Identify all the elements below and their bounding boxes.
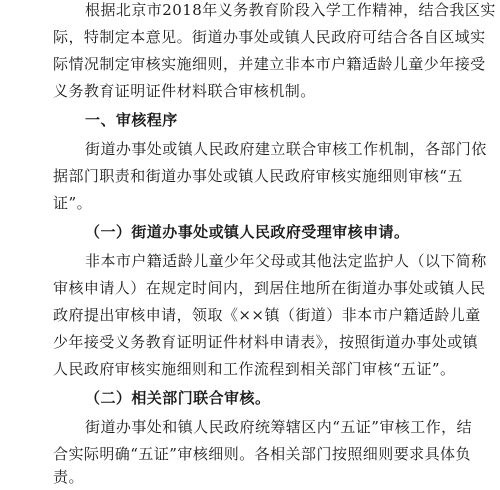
paragraph-4-line-3: 责。 xyxy=(53,468,84,486)
paragraph-1-line-1: 根据北京市2018年义务教育阶段入学工作精神，结合我区实 xyxy=(85,1,496,19)
subheading-joint-review: （二）相关部门联合审核。 xyxy=(85,389,271,407)
subheading-accept-application: （一）街道办事处或镇人民政府受理审核申请。 xyxy=(85,223,410,241)
section-heading-review-procedure: 一、审核程序 xyxy=(85,111,178,129)
paragraph-3-line-3: 政府提出审核申请，领取《××镇（街道）非本市户籍适龄儿童 xyxy=(53,306,481,324)
paragraph-1-line-4: 义务教育证明证件材料联合审核机制。 xyxy=(53,82,316,100)
paragraph-3-line-4: 少年接受义务教育证明证件材料申请表》，按照街道办事处或镇 xyxy=(53,333,479,351)
paragraph-3-line-5: 人民政府审核实施细则和工作流程到相关部门审核“五证”。 xyxy=(53,360,456,378)
paragraph-4-line-2: 合实际明确“五证”审核细则。各相关部门按照细则要求具体负 xyxy=(53,445,471,463)
paragraph-2-line-3: 证”。 xyxy=(53,194,93,212)
paragraph-1-line-3: 际情况制定审核实施细则，并建立非本市户籍适龄儿童少年接受 xyxy=(53,55,486,73)
paragraph-2-line-1: 街道办事处或镇人民政府建立联合审核工作机制，各部门依 xyxy=(85,140,487,158)
paragraph-3-line-1: 非本市户籍适龄儿童少年父母或其他法定监护人（以下简称 xyxy=(85,252,487,270)
paragraph-3-line-2: 审核申请人）在规定时间内，到居住地所在街道办事处或镇人民 xyxy=(53,279,486,297)
paragraph-4-line-1: 街道办事处和镇人民政府统筹辖区内“五证”审核工作，结 xyxy=(85,418,473,436)
paragraph-1-line-2: 际，特制定本意见。街道办事处或镇人民政府可结合各自区域实 xyxy=(53,28,486,46)
paragraph-2-line-2: 据部门职责和街道办事处或镇人民政府审核实施细则审核“五 xyxy=(53,167,463,185)
